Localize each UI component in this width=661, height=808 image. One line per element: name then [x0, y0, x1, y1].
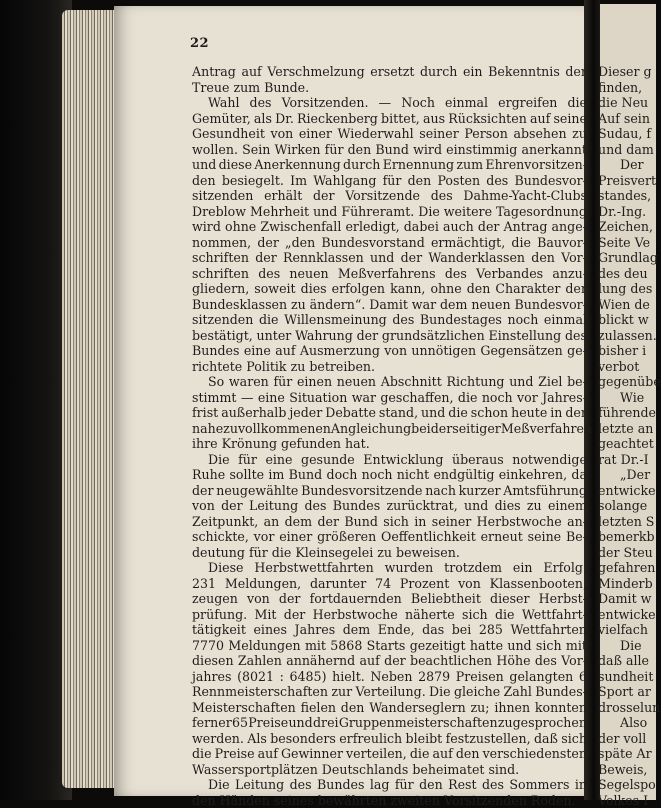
text-line-fragment: daß alle — [598, 653, 658, 669]
text-line-fragment: Also — [598, 715, 658, 731]
text-line-fragment: die Neu — [598, 95, 658, 111]
text-line: So waren für einen neuen Abschnitt Richtung und Ziel be- — [192, 374, 587, 390]
text-line-fragment: „Der — [598, 467, 658, 483]
text-line-fragment: Segelspo — [598, 777, 658, 793]
text-line-fragment: und dam — [598, 142, 658, 158]
text-line-fragment: Auf sein — [598, 111, 658, 127]
text-line-fragment: Minderb — [598, 576, 658, 592]
text-line-fragment: standes, — [598, 188, 658, 204]
text-line: und diese Anerkennung durch Ernennung zum Ehrenvorsitzen- — [192, 157, 587, 173]
text-line-fragment: des deu — [598, 266, 658, 282]
text-line-fragment: Damit w — [598, 591, 658, 607]
text-line-fragment: letzte an — [598, 421, 658, 437]
text-line-fragment: Preisvert — [598, 173, 658, 189]
right-page-text — [598, 64, 658, 808]
text-line-fragment: Sudau, f — [598, 126, 658, 142]
text-line-fragment: führende — [598, 405, 658, 421]
text-line-fragment: gefahren — [598, 560, 658, 576]
text-line: der neugewählte Bundesvorsitzende nach kurzer Amtsführung — [192, 483, 587, 499]
text-line: nahezu vollkommenen Angleichung beiderseitiger Meßverfahren — [192, 421, 587, 437]
text-line: Bundes eine auf Ausmerzung von unnötigen Gegensätzen ge- — [192, 343, 587, 359]
text-line-fragment: drosselun — [598, 700, 658, 716]
text-line: Gesundheit von einer Wiederwahl seiner Person absehen zu — [192, 126, 587, 142]
text-line: ferner 65 Preise und drei Gruppenmeisterschaften zugesprochen — [192, 715, 587, 731]
text-line: wird ohne Zwischenfall erledigt, dabei auch der Antrag ange- — [192, 219, 587, 235]
text-line: Diese Herbstwettfahrten wurden trotzdem ein Erfolg. — [192, 560, 587, 576]
text-line-fragment: entwicke — [598, 607, 658, 623]
text-line-fragment: verbot — [598, 359, 658, 375]
text-line: diesen Zahlen annähernd auf der beachtlichen Höhe des Vor- — [192, 653, 587, 669]
text-line: 231 Meldungen, darunter 74 Prozent von Klassenbooten, — [192, 576, 587, 592]
text-line-fragment: Die — [598, 638, 658, 654]
text-line: Rennmeisterschaften zur Verteilung. Die gleiche Zahl Bundes- — [192, 684, 587, 700]
page-number: 22 — [190, 36, 209, 51]
text-line: schickte, vor einer größeren Oeffentlichkeit erneut seine Be- — [192, 529, 587, 545]
text-line-fragment: bemerkb — [598, 529, 658, 545]
text-line: prüfung. Mit der Herbstwoche näherte sich die Wettfahrt- — [192, 607, 587, 623]
text-line: Wahl des Vorsitzenden. — Noch einmal ergreifen die — [192, 95, 587, 111]
text-line: Wassersportplätzen Deutschlands beheimatet sind. — [192, 762, 587, 778]
text-line-fragment: Zeichen, — [598, 219, 658, 235]
text-line-fragment: Beweis, — [598, 762, 658, 778]
text-line-fragment: gegenübe — [598, 374, 658, 390]
text-line: stimmt — eine Situation war geschaffen, die noch vor Jahres- — [192, 390, 587, 406]
text-line-fragment: der Steu — [598, 545, 658, 561]
text-line-fragment: Wie — [598, 390, 658, 406]
text-line-fragment: entwicke — [598, 483, 658, 499]
text-line: den Händen seines bewährten zweiten Vorsitzenden Roden. — [192, 793, 587, 808]
text-line-fragment: blickt w — [598, 312, 658, 328]
text-line: Treue zum Bunde. — [192, 80, 587, 96]
text-line: frist außerhalb jeder Debatte stand, und die schon heute in der — [192, 405, 587, 421]
text-line-fragment: vielfach — [598, 622, 658, 638]
text-line: die Preise auf Gewinner verteilen, die auf den verschiedensten — [192, 746, 587, 762]
text-line: Dreblow Mehrheit und Führeramt. Die weitere Tagesordnung — [192, 204, 587, 220]
text-line: deutung für die Kleinsegelei zu beweisen. — [192, 545, 587, 561]
left-page-text — [192, 64, 587, 808]
text-line: gliedern, soweit dies erfolgen kann, ohne den Charakter der — [192, 281, 587, 297]
text-line-fragment: der voll — [598, 731, 658, 747]
text-line: Die für eine gesunde Entwicklung überaus notwendige — [192, 452, 587, 468]
text-line: wollen. Sein Wirken für den Bund wird einstimmig anerkannt — [192, 142, 587, 158]
text-line-fragment: lung des — [598, 281, 658, 297]
text-line-fragment: Wien de — [598, 297, 658, 313]
text-line-fragment: Sport ar — [598, 684, 658, 700]
text-line: von der Leitung des Bundes zurücktrat, und dies zu einem — [192, 498, 587, 514]
text-line: Die Leitung des Bundes lag für den Rest des Sommers in — [192, 777, 587, 793]
text-line: Gemüter, als Dr. Rieckenberg bittet, aus Rücksichten auf seine — [192, 111, 587, 127]
text-line-fragment: solange — [598, 498, 658, 514]
text-line: tätigkeit eines Jahres dem Ende, das bei 285 Wettfahrten — [192, 622, 587, 638]
text-line: Bundesklassen zu ändern“. Damit war dem neuen Bundesvor- — [192, 297, 587, 313]
text-line-fragment: Dr.-Ing. — [598, 204, 658, 220]
text-line-fragment: Dieser g — [598, 64, 658, 80]
text-line-fragment: rat Dr.-I — [598, 452, 658, 468]
text-line: 7770 Meldungen mit 5868 Starts gezeitigt hatte und sich mit — [192, 638, 587, 654]
text-line-fragment: geachtet — [598, 436, 658, 452]
text-line: sitzenden erhält der Vorsitzende des Dahme-Yacht-Clubs — [192, 188, 587, 204]
text-line: bestätigt, unter Wahrung der grundsätzlichen Einstellung des — [192, 328, 587, 344]
text-line-fragment: Volkes I — [598, 793, 658, 808]
text-line: Meisterschaften fielen den Wanderseglern zu; ihnen konnten — [192, 700, 587, 716]
text-line: schriften der Rennklassen und der Wanderklassen den Vor- — [192, 250, 587, 266]
text-line: nommen, der „den Bundesvorstand ermächtigt, die Bauvor- — [192, 235, 587, 251]
page-stack-edge — [62, 10, 120, 788]
text-line-fragment: Grundlag — [598, 250, 658, 266]
text-line-fragment: zulassen. — [598, 328, 658, 344]
text-line: richtete Politik zu betreiben. — [192, 359, 587, 375]
text-line: zeugen von der fortdauernden Beliebtheit dieser Herbst- — [192, 591, 587, 607]
text-line: Ruhe sollte im Bund doch noch nicht endgültig einkehren, da — [192, 467, 587, 483]
text-line: den besiegelt. Im Wahlgang für den Posten des Bundesvor- — [192, 173, 587, 189]
text-line: schriften des neuen Meßverfahrens des Verbandes anzu- — [192, 266, 587, 282]
text-line-fragment: bisher i — [598, 343, 658, 359]
text-line-fragment: späte Ar — [598, 746, 658, 762]
text-line: sitzenden die Willensmeinung des Bundestages noch einmal — [192, 312, 587, 328]
text-line: jahres (8021 : 6485) hielt. Neben 2879 Preisen gelangten 6 — [192, 669, 587, 685]
text-line-fragment: finden, — [598, 80, 658, 96]
text-line-fragment: Der — [598, 157, 658, 173]
text-line: Zeitpunkt, an dem der Bund sich in seiner Herbstwoche an- — [192, 514, 587, 530]
text-line-fragment: sundheit — [598, 669, 658, 685]
text-line: ihre Krönung gefunden hat. — [192, 436, 587, 452]
text-line: werden. Als besonders erfreulich bleibt festzustellen, daß sich — [192, 731, 587, 747]
text-line-fragment: letzten S — [598, 514, 658, 530]
text-line-fragment: Seite Ve — [598, 235, 658, 251]
text-line: Antrag auf Verschmelzung ersetzt durch ein Bekenntnis der — [192, 64, 587, 80]
